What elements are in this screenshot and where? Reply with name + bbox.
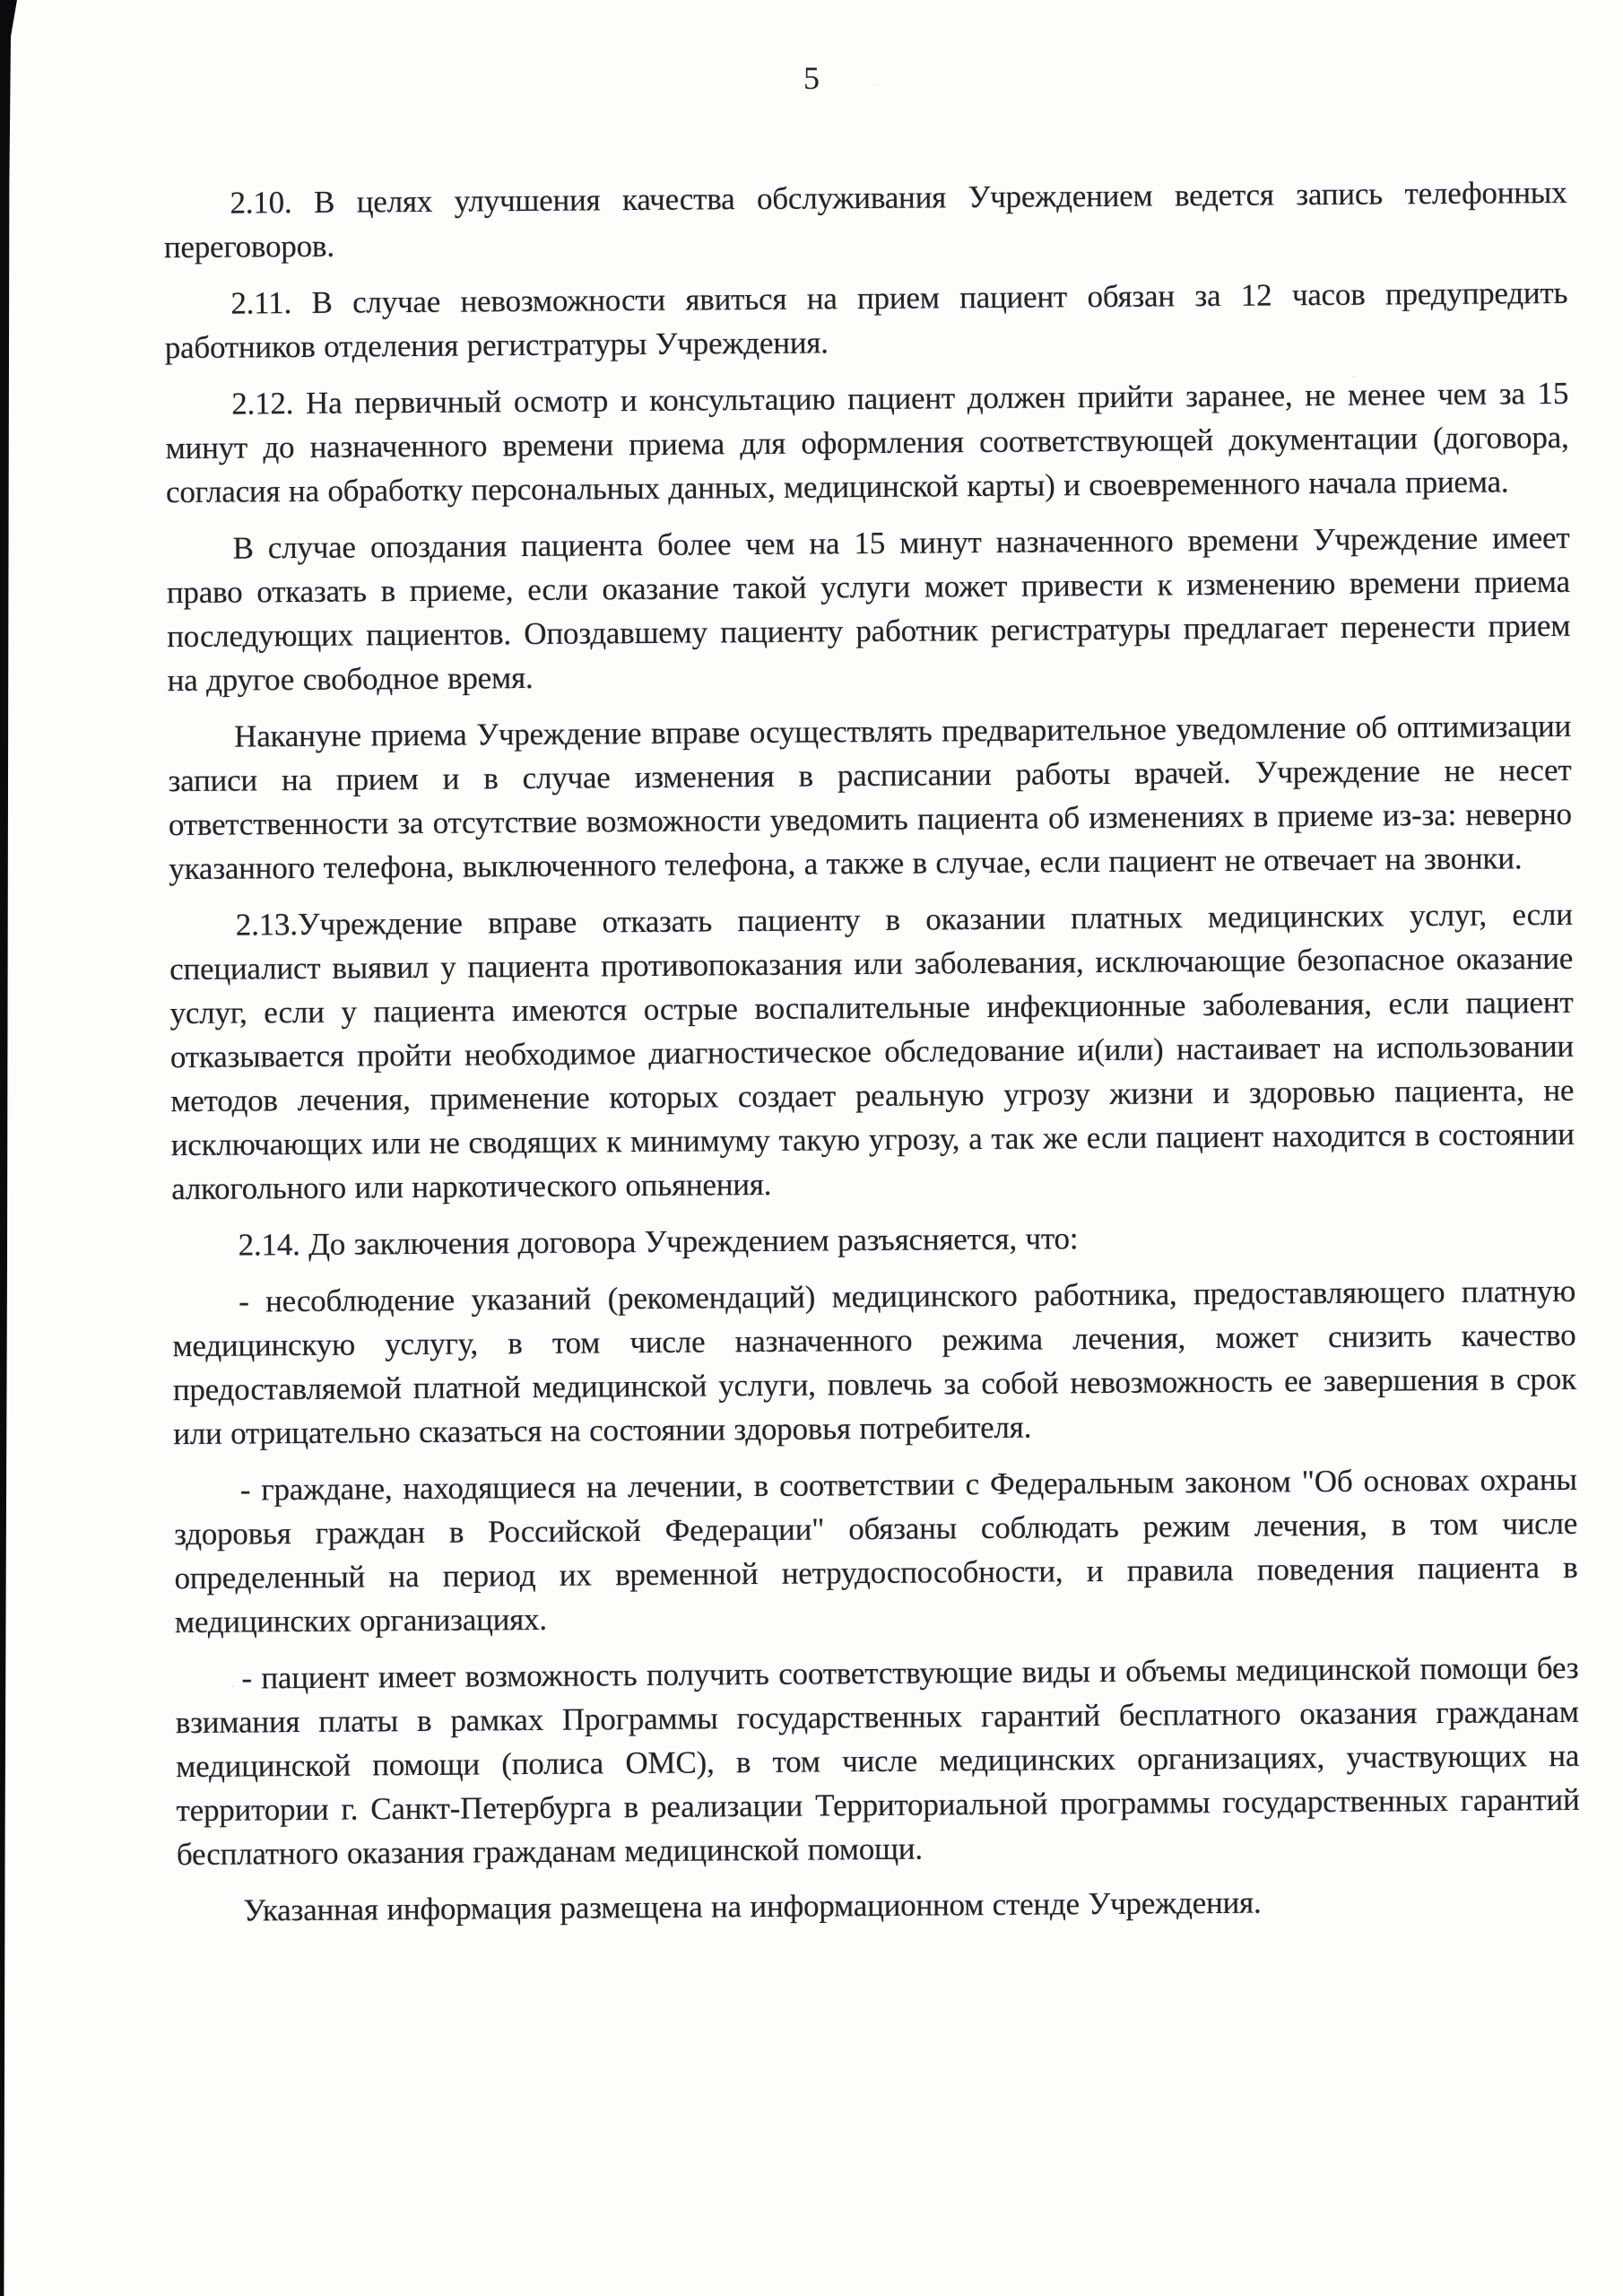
paragraph-2-10: 2.10. В целях улучшения качества обслуживания Учреждением ведется запись телефонных переговоров. xyxy=(163,174,1567,265)
bullet-patient-oms: - пациент имеет возможность получить соответствующие виды и объемы медицинской помощи без взимания платы в рамках Программы государственных гарантий бесплатного оказания гражданам медицинской помощи (полиса ОМС), в том числе медицинских организациях, участвующих на территории г. Санкт-Петербурга в реализации Территориальной программы государственных гарантий бесплатного оказания гражданам медицинской помощи. xyxy=(175,1649,1580,1873)
paragraph-prior-notice: Накануне приема Учреждение вправе осуществлять предварительное уведомление об оптимизации записи на прием и в случае изменения в расписании работы врачей. Учреждение не несет ответственности за отсутствие возможности уведомить пациента об изменениях в приеме из-за: неверно указанного телефона, выключенного телефона, а также в случае, если пациент не отвечает на звонки. xyxy=(168,708,1573,887)
paragraph-late-arrival: В случае опоздания пациента более чем на 15 минут назначенного времени Учреждение имеет право отказать в приеме, если оказание такой услуги может привести к изменению времени приема последующих пациентов. Опоздавшему пациенту работник регистратуры предлагает перенести прием на другое свободное время. xyxy=(166,519,1571,699)
bullet-noncompliance: - несоблюдение указаний (рекомендаций) медицинского работника, предоставляющего платную медицинскую услугу, в том числе назначенного режима лечения, может снизить качество предоставляемой платной медицинской услуги, повлечь за собой невозможность ее завершения в срок или отрицательно сказаться на состоянии здоровья потребителя. xyxy=(172,1273,1576,1452)
paragraph-2-12: 2.12. На первичный осмотр и консультацию пациент должен прийти заранее, не менее чем за 15 минут до назначенного времени приема для оформления соответствующей документации (договора, согласия на обработку персональных данных, медицинской карты) и своевременного начала приема. xyxy=(165,375,1569,510)
scan-edge-artifact xyxy=(0,0,18,2296)
paragraph-2-11: 2.11. В случае невозможности явиться на прием пациент обязан за 12 часов предупредить работников отделения регистратуры Учреждения. xyxy=(164,274,1568,366)
paragraph-2-13: 2.13.Учреждение вправе отказать пациенту в оказании платных медицинских услуг, если специалист выявил у пациента противопоказания или заболевания, исключающие безопасное оказание услуг, если у пациента имеются острые воспалительные инфекционные заболевания, если пациент отказывается пройти необходимое диагностическое обследование и(или) настаивает на использовании методов лечения, применение которых создает реальную угрозу жизни и здоровью пациента, не исключающих или не сводящих к минимуму такую угрозу, а так же если пациент находится в состоянии алкогольного или наркотического опьянения. xyxy=(169,896,1575,1207)
paragraph-info-stand: Указанная информация размещена на информационном стенде Учреждения. xyxy=(243,1884,1262,1928)
paragraph-2-14: 2.14. До заключения договора Учреждением разъясняется, что: xyxy=(238,1221,1079,1263)
document-body xyxy=(163,170,1580,1945)
bullet-citizens: - граждане, находящиеся на лечении, в соответствии с Федеральным законом "Об основах охраны здоровья граждан в Российской Федерации" обязаны соблюдать режим лечения, в том числе определенный на период их временной нетрудоспособности, и правила поведения пациента в медицинских организациях. xyxy=(173,1461,1578,1640)
page-number: 5 xyxy=(803,60,820,96)
